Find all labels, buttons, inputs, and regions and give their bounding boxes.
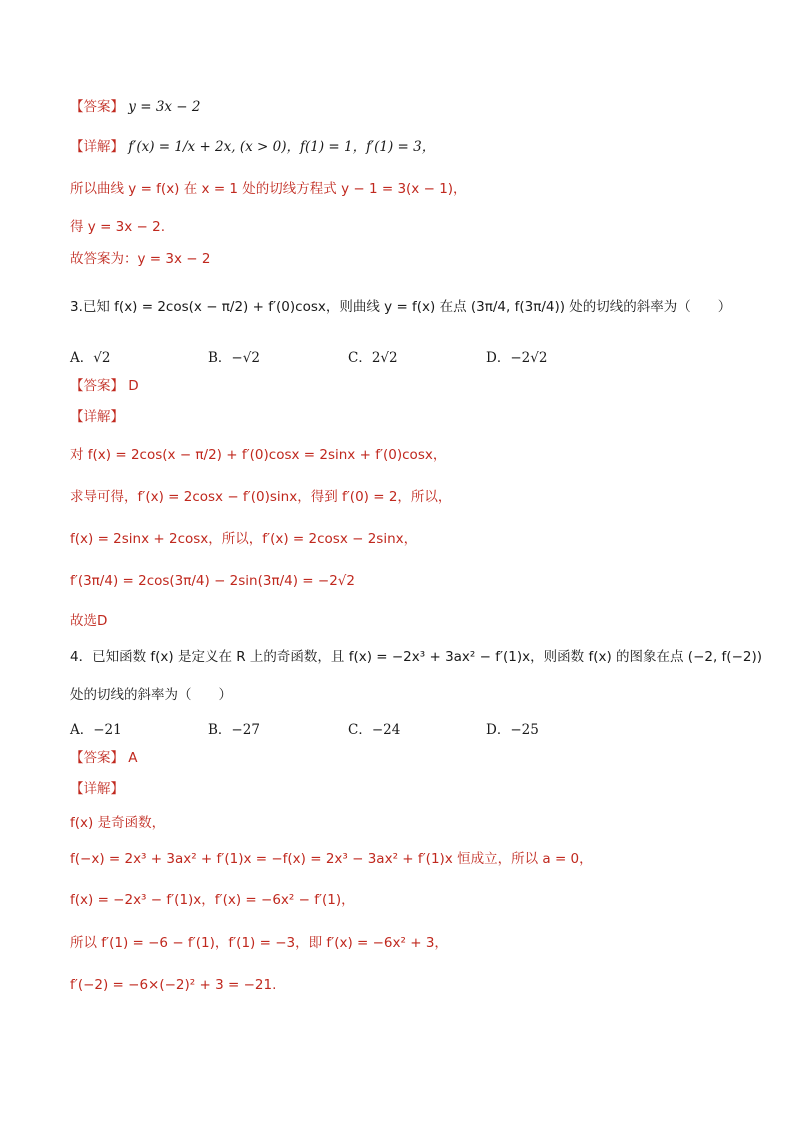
choice-a: A．−21 [70, 722, 122, 738]
solution-3-step-3: f(x) = 2sinx + 2cosx，所以，f′(x) = 2cosx − 2sinx， [70, 531, 418, 547]
choice-a: A．√2 [70, 350, 111, 366]
solution-3-step-4: f′(3π/4) = 2cos(3π/4) − 2sin(3π/4) = −2√2 [70, 573, 355, 589]
answer-line-3 [70, 377, 734, 395]
answer-tag: 【答案】 [70, 378, 124, 394]
solution-4-step-1: f(x) 是奇函数， [70, 815, 166, 831]
detail-line-4 [70, 780, 734, 798]
detail-tag: 【详解】 [70, 139, 124, 155]
solution-3-step-2: 求导可得，f′(x) = 2cosx − f′(0)sinx，得到 f′(0) = 2，所以， [70, 489, 452, 505]
tangent-equation-line: 所以曲线 y = f(x) 在 x = 1 处的切线方程式 y − 1 = 3(x − 1)， [70, 181, 467, 197]
solution-4-step-5: f′(−2) = −6×(−2)² + 3 = −21. [70, 977, 277, 993]
question-3: 3.已知 f(x) = 2cos(x − π/2) + f′(0)cosx，则曲线 y = f(x) 在点 (3π/4, f(3π/4)) 处的切线的斜率为（ ） [70, 299, 732, 315]
answer-tag: 【答案】 [70, 750, 124, 766]
answer-value: A [128, 750, 138, 766]
detail-tag: 【详解】 [70, 409, 124, 425]
detail-line-2 [70, 138, 734, 156]
solution-3-step-5: 故选D [70, 613, 108, 629]
question-4-line-2: 处的切线的斜率为（ ） [70, 687, 232, 703]
choice-d: D．−2√2 [486, 350, 548, 366]
answer-value: y = 3x − 2 [128, 99, 201, 115]
choice-b: B．−√2 [208, 350, 260, 366]
solution-4-step-2: f(−x) = 2x³ + 3ax² + f′(1)x = −f(x) = 2x³ − 3ax² + f′(1)x 恒成立，所以 a = 0， [70, 851, 593, 867]
choice-d: D．−25 [486, 722, 539, 738]
answer-tag: 【答案】 [70, 99, 124, 115]
result-line: 得 y = 3x − 2. [70, 219, 166, 235]
detail-tag: 【详解】 [70, 781, 124, 797]
question-4-line-1: 4．已知函数 f(x) 是定义在 R 上的奇函数，且 f(x) = −2x³ + 3ax² − f′(1)x，则函数 f(x) 的图象在点 (−2, f(−2)) [70, 649, 763, 665]
answer-line-2 [70, 98, 734, 116]
solution-3-step-1: 对 f(x) = 2cos(x − π/2) + f′(0)cosx = 2sinx + f′(0)cosx， [70, 447, 447, 463]
solution-4-step-4: 所以 f′(1) = −6 − f′(1)，f′(1) = −3，即 f′(x) = −6x² + 3， [70, 935, 448, 951]
choice-b: B．−27 [208, 722, 260, 738]
detail-derivative: f′(x) = 1/x + 2x, (x > 0)，f(1) = 1，f′(1) = 3， [128, 139, 436, 155]
conclusion-line: 故答案为：y = 3x − 2 [70, 251, 211, 267]
detail-line-3 [70, 408, 734, 426]
answer-value: D [128, 378, 139, 394]
choice-c: C．2√2 [348, 350, 398, 366]
answer-line-4 [70, 749, 734, 767]
solution-4-step-3: f(x) = −2x³ − f′(1)x，f′(x) = −6x² − f′(1)， [70, 892, 355, 908]
choice-c: C．−24 [348, 722, 401, 738]
